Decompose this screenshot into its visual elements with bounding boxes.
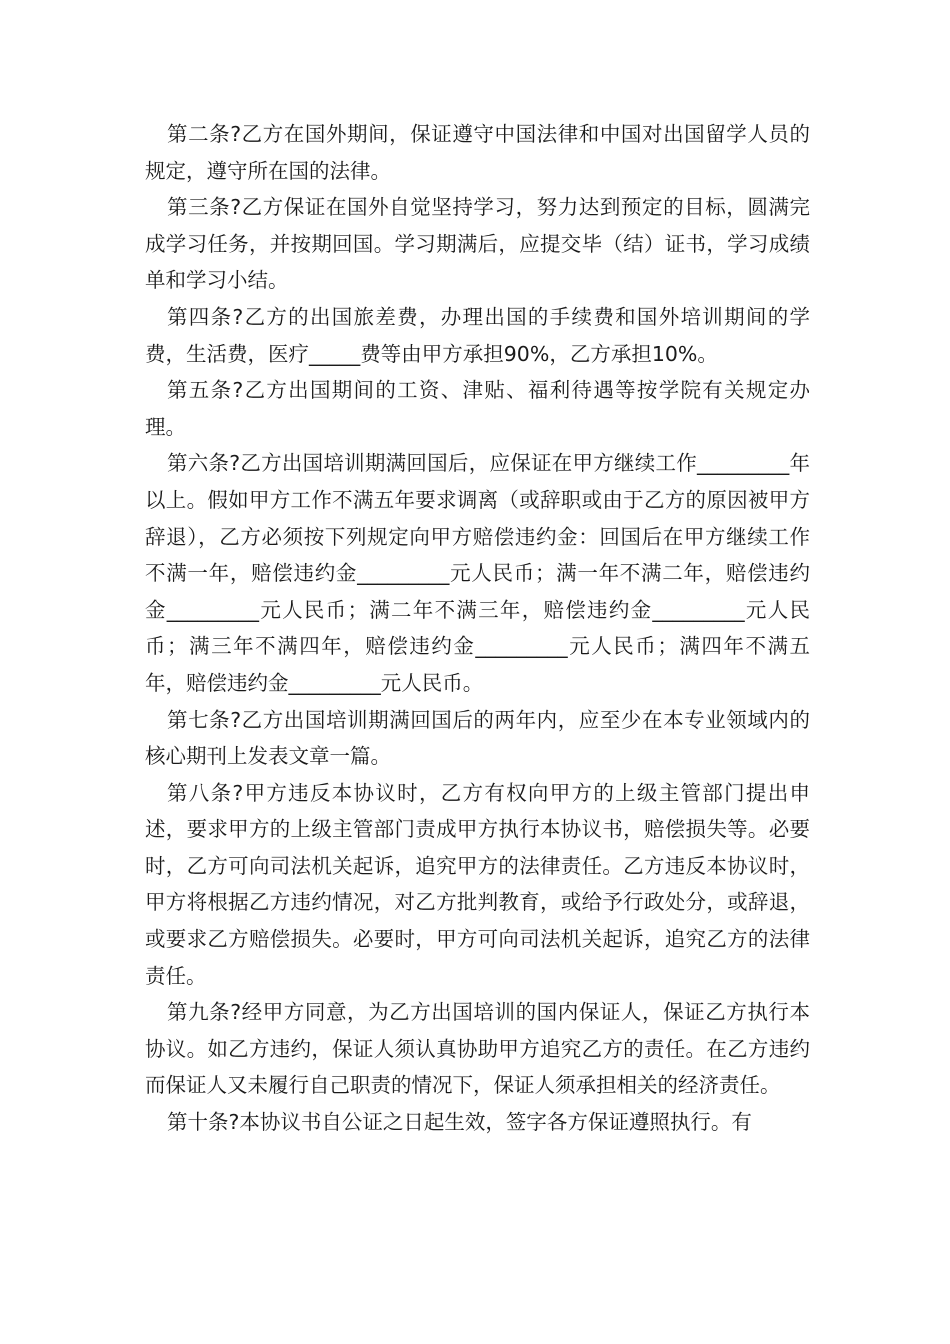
article-3-paragraph: 第三条?乙方保证在国外自觉坚持学习，努力达到预定的目标，圆满完成学习任务，并按期回国。学习期满后，应提交毕（结）证书，学习成绩单和学习小结。: [145, 195, 810, 293]
article-2-paragraph: 第二条?乙方在国外期间，保证遵守中国法律和中国对出国留学人员的规定，遵守所在国的法律。: [145, 122, 810, 183]
article-5-paragraph: 第五条?乙方出国期间的工资、津贴、福利待遇等按学院有关规定办理。: [145, 378, 810, 439]
document-body: [145, 116, 810, 1141]
article-7-paragraph: 第七条?乙方出国培训期满回国后的两年内，应至少在本专业领域内的核心期刊上发表文章一篇。: [145, 707, 810, 769]
article-4-paragraph: 第四条?乙方的出国旅差费，办理出国的手续费和国外培训期间的学费，生活费，医疗_____费等由甲方承担90%，乙方承担10%。: [145, 304, 810, 366]
article-6-paragraph: 第六条?乙方出国培训期满回国后，应保证在甲方继续工作_________年以上。假如甲方工作不满五年要求调离（或辞职或由于乙方的原因被甲方辞退），乙方必须按下列规定向甲方赔偿违约金：回国后在甲方继续工作不满一年，赔偿违约金_________元人民币；满一年不满二年，赔偿违约金_________元人民币；满二年不满三年，赔偿违约金_________元人民币；满三年不满四年，赔偿违约金_________元人民币；满四年不满五年，赔偿违约金_________元人民币。: [145, 451, 810, 695]
article-9-paragraph: 第九条?经甲方同意，为乙方出国培训的国内保证人，保证乙方执行本协议。如乙方违约，保证人须认真协助甲方追究乙方的责任。在乙方违约而保证人又未履行自己职责的情况下，保证人须承担相关的经济责任。: [145, 1000, 810, 1098]
article-8-paragraph: 第八条?甲方违反本协议时，乙方有权向甲方的上级主管部门提出申述，要求甲方的上级主管部门责成甲方执行本协议书，赔偿损失等。必要时，乙方可向司法机关起诉，追究甲方的法律责任。乙方违反本协议时，甲方将根据乙方违约情况，对乙方批判教育，或给予行政处分，或辞退，或要求乙方赔偿损失。必要时，甲方可向司法机关起诉，追究乙方的法律责任。: [145, 780, 810, 988]
article-10-paragraph: 第十条?本协议书自公证之日起生效，签字各方保证遵照执行。有: [167, 1110, 752, 1135]
